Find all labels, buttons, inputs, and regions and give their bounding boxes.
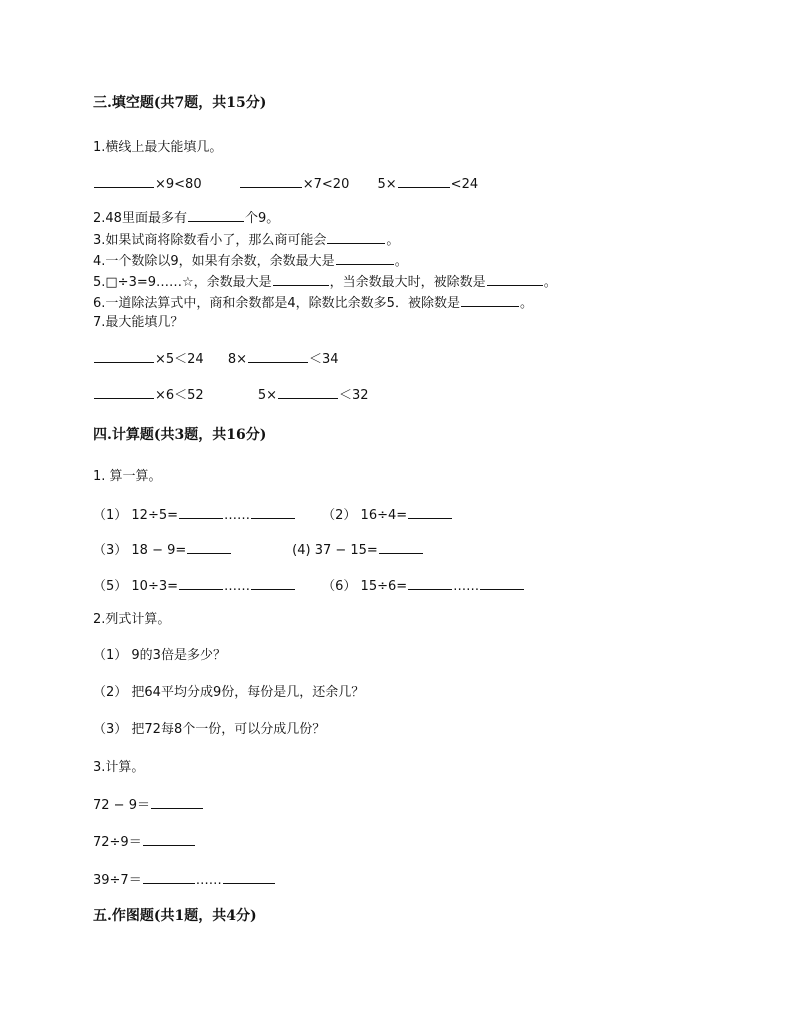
answer-blank[interactable] [278,386,338,399]
calc-item-4 [292,541,424,559]
answer-blank[interactable] [461,294,519,307]
q7-row1-b-post: ＜34 [309,352,339,367]
calc-item-6-text: （6） 15÷6= [322,579,408,594]
answer-blank[interactable] [179,506,223,519]
q5-line [93,273,557,291]
q4-line [93,252,408,270]
q4-post: 。 [394,254,408,269]
q1-row [93,175,478,193]
q4-pre: 4.一个数除以9，如果有余数，余数最大是 [93,254,335,269]
ellipsis: …… [224,579,251,594]
calc-item-1-text: （1） 12÷5= [93,508,179,523]
answer-blank[interactable] [187,541,231,554]
q3-post: 。 [386,233,400,248]
answer-blank[interactable] [240,175,302,188]
calc-item-3 [93,541,288,559]
q1-title: 1.横线上最大能填几。 [93,140,223,155]
answer-blank[interactable] [336,252,394,265]
q7-row-2 [93,386,369,404]
answer-blank[interactable] [480,577,524,590]
answer-blank[interactable] [223,871,275,884]
q7-row-1 [93,350,339,368]
calc-q1-title: 1. 算一算。 [93,469,162,484]
calc-q3-c [93,871,276,889]
answer-blank[interactable] [273,273,329,286]
q7-title: 7.最大能填几？ [93,315,184,330]
q3-line [93,231,399,249]
calc-item-1 [93,506,318,524]
answer-blank[interactable] [179,577,223,590]
calc-item-2 [322,506,453,524]
q5-a: 5.□÷3=9……☆，余数最大是 [93,275,272,290]
q1-c-post: <24 [450,177,479,192]
calc-q3-b [93,833,196,851]
ellipsis: …… [453,579,480,594]
q5-c: 。 [543,275,557,290]
calc-item-5 [93,577,318,595]
answer-blank[interactable] [379,541,423,554]
answer-blank[interactable] [94,350,154,363]
q7-row2-a: ×6＜52 [155,388,204,403]
calc-q2-title: 2.列式计算。 [93,612,171,627]
answer-blank[interactable] [151,796,203,809]
calc-item-5-text: （5） 10÷3= [93,579,179,594]
calc-q3-title: 3.计算。 [93,760,145,775]
q1-a-text: ×9<80 [155,177,202,192]
answer-blank[interactable] [408,577,452,590]
q5-b: ，当余数最大时，被除数是 [329,275,486,290]
answer-blank[interactable] [188,209,244,222]
q2-pre: 2.48里面最多有 [93,211,187,226]
calc-item-2-text: （2） 16÷4= [322,508,408,523]
section-5-heading: 五.作图题(共1题，共4分) [93,908,257,924]
q1-c-pre: 5× [377,177,397,192]
answer-blank[interactable] [251,577,295,590]
q1-b-text: ×7<20 [302,177,350,192]
calc-q2-item-2: （2） 把64平均分成9份，每份是几，还余几？ [93,685,365,700]
q6-pre: 6.一道除法算式中，商和余数都是4，除数比余数多5．被除数是 [93,296,460,311]
calc-row-1 [93,506,453,524]
calc-item-6 [322,577,525,595]
q7-row2-b-pre: 5× [257,388,278,403]
answer-blank[interactable] [487,273,543,286]
q2-post: 个9。 [244,211,280,226]
calc-q2-item-1: （1） 9的3倍是多少？ [93,648,226,663]
calc-q2-item-3: （3） 把72每8个一份，可以分成几份？ [93,722,326,737]
answer-blank[interactable] [143,833,195,846]
section-3-heading: 三.填空题(共7题，共15分) [93,95,267,111]
q3-pre: 3.如果试商将除数看小了，那么商可能会 [93,233,327,248]
answer-blank[interactable] [94,175,154,188]
q7-row1-b-pre: 8× [227,352,248,367]
q7-row1-a: ×5＜24 [155,352,204,367]
q2-line [93,209,279,227]
calc-q3-a [93,796,204,814]
answer-blank[interactable] [327,231,385,244]
answer-blank[interactable] [248,350,308,363]
ellipsis: …… [195,873,222,888]
answer-blank[interactable] [143,871,195,884]
answer-blank[interactable] [408,506,452,519]
q7-row2-b-post: ＜32 [339,388,369,403]
section-4-heading: 四.计算题(共3题，共16分) [93,427,267,443]
answer-blank[interactable] [398,175,450,188]
calc-item-4-text: (4) 37 − 15= [292,543,378,558]
answer-blank[interactable] [94,386,154,399]
calc-row-3 [93,577,525,595]
calc-q3-a-text: 72 − 9＝ [93,798,150,813]
q6-post: 。 [519,296,533,311]
ellipsis: …… [224,508,251,523]
calc-q3-b-text: 72÷9＝ [93,835,142,850]
calc-q3-c-text: 39÷7＝ [93,873,142,888]
q6-line [93,294,533,312]
calc-item-3-text: （3） 18 − 9= [93,543,187,558]
calc-row-2 [93,541,424,559]
answer-blank[interactable] [251,506,295,519]
